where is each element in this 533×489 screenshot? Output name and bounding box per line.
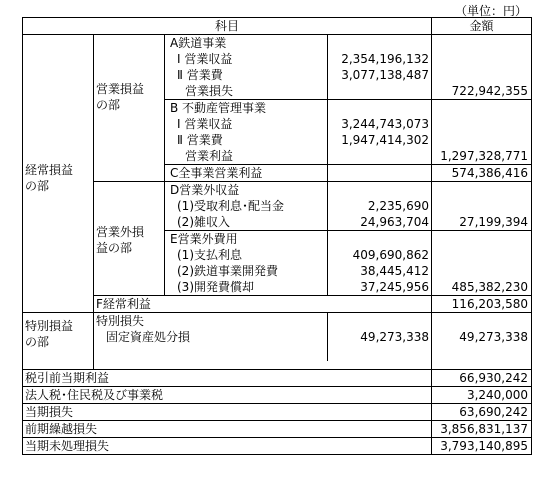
a1-value: 2,354,196,132	[327, 51, 432, 67]
loss-value: 63,690,242	[432, 404, 532, 421]
keijo-label: 経常損益 の部	[25, 163, 74, 193]
income-statement-table	[22, 17, 532, 455]
eigyo-label: 営業損益 の部	[96, 82, 145, 112]
pretax-value: 66,930,242	[432, 370, 532, 387]
c-value: 574,386,416	[432, 164, 531, 181]
pretax-label: 税引前当期利益	[23, 370, 432, 387]
e1-value: 409,690,862	[327, 247, 432, 263]
a2-label: Ⅱ 営業費	[177, 68, 223, 82]
c-title: C全事業営業利益	[165, 165, 327, 182]
a3-label: 営業損失	[185, 84, 234, 98]
b2-label: Ⅱ 営業費	[177, 133, 223, 147]
a-title: A鉄道事業	[170, 36, 227, 50]
unprocessed-label: 当期未処理損失	[23, 438, 432, 455]
header-subject: 科目	[23, 18, 432, 35]
tokubetsu-totals	[432, 313, 532, 370]
e3-label: (3)開発費償却	[177, 280, 254, 294]
t2-label: 固定資産処分損	[106, 330, 191, 344]
f-title: F経常利益	[94, 296, 432, 313]
a2-value: 3,077,138,487	[327, 67, 432, 83]
f-value: 116,203,580	[432, 296, 532, 313]
t2-value: 49,273,338	[327, 329, 432, 345]
d-title: D営業外収益	[170, 183, 240, 197]
tokubetsu-items	[94, 313, 432, 370]
e3-value: 37,245,956	[327, 279, 432, 295]
keijo-section-label	[23, 35, 94, 313]
d1-label: (1)受取利息･配当金	[177, 199, 284, 213]
eigyogai-label: 営業外損 益の部	[96, 225, 145, 255]
eigyogai-section-label	[94, 182, 165, 296]
d2-value: 24,963,704	[327, 214, 432, 231]
eigyo-totals	[432, 35, 532, 182]
b1-value: 3,244,743,073	[327, 116, 432, 132]
b-title: B 不動産管理事業	[165, 100, 327, 117]
carried-value: 3,856,831,137	[432, 421, 532, 438]
a1-label: Ⅰ 営業収益	[177, 52, 233, 66]
b1-label: Ⅰ 営業収益	[177, 117, 233, 131]
b2-value: 1,947,414,302	[327, 132, 432, 148]
eigyo-section-label	[94, 35, 165, 182]
e1-label: (1)支払利息	[177, 248, 242, 262]
t1-label: 特別損失	[96, 314, 145, 328]
tax-label: 法人税･住民税及び事業税	[23, 387, 432, 404]
e2-label: (2)鉄道事業開発費	[177, 264, 278, 278]
tokubetsu-label: 特別損益 の部	[25, 319, 74, 349]
e-total: 485,382,230	[451, 280, 529, 294]
d-total: 27,199,394	[459, 215, 529, 229]
loss-label: 当期損失	[23, 404, 432, 421]
t-total: 49,273,338	[459, 330, 529, 344]
carried-label: 前期繰越損失	[23, 421, 432, 438]
eigyo-items	[165, 35, 432, 182]
unit-label: （単位：円）	[454, 4, 527, 18]
a3-value: 722,942,355	[451, 84, 529, 98]
tax-value: 3,240,000	[432, 387, 532, 404]
unprocessed-value: 3,793,140,895	[432, 438, 532, 455]
e-title: E営業外費用	[165, 231, 327, 248]
eigyogai-totals	[432, 182, 532, 296]
d2-label: (2)雑収入	[177, 215, 230, 229]
e2-value: 38,445,412	[327, 263, 432, 279]
header-amount: 金額	[432, 18, 532, 35]
tokubetsu-section-label	[23, 313, 94, 370]
b3-label: 営業利益	[185, 149, 234, 163]
d1-value: 2,235,690	[327, 198, 432, 214]
eigyogai-items	[165, 182, 432, 296]
b3-value: 1,297,328,771	[440, 149, 529, 163]
